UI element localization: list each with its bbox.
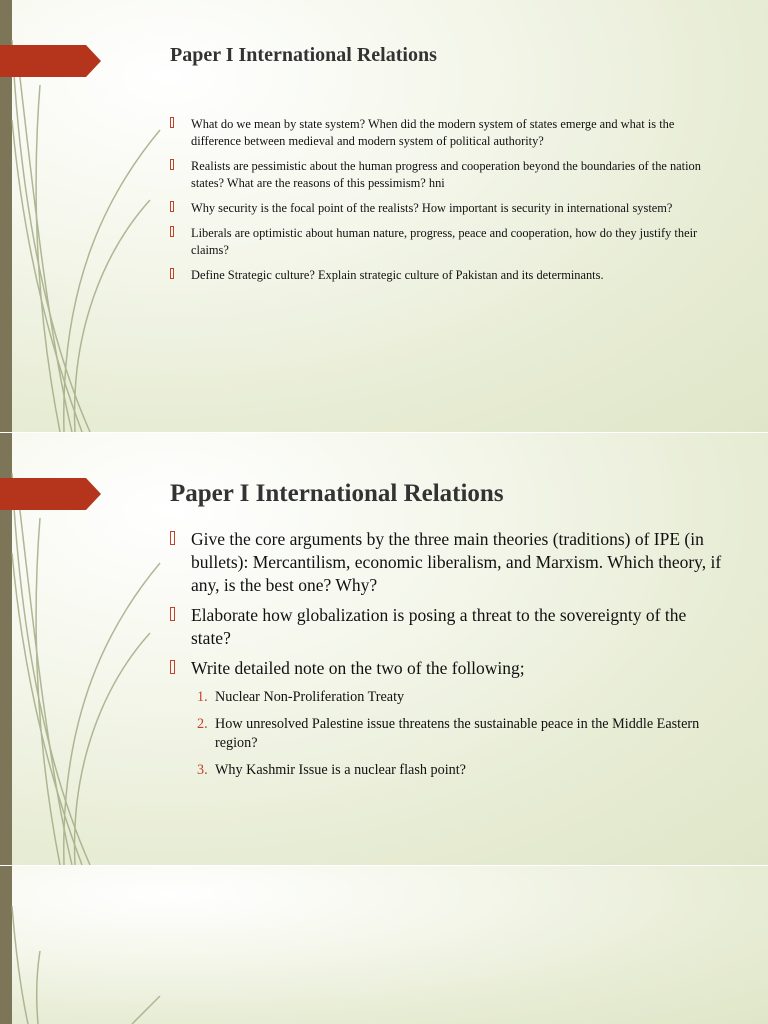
list-item <box>170 116 715 150</box>
bullet-text: Realists are pessimistic about the human progress and cooperation beyond the boundaries of the nation states? What are the reasons of this pessimism? hni <box>191 159 701 190</box>
bullet-icon <box>170 159 174 170</box>
list-item <box>170 657 730 780</box>
bullet-icon <box>170 607 175 621</box>
bullet-icon <box>170 268 174 279</box>
sub-item-text: Why Kashmir Issue is a nuclear flash point? <box>215 762 466 778</box>
bullet-text: Elaborate how globalization is posing a threat to the sovereignty of the state? <box>191 605 687 648</box>
bullet-text: Write detailed note on the two of the following; <box>191 658 525 678</box>
list-item <box>170 225 715 259</box>
bullet-icon <box>170 201 174 212</box>
sub-list-item <box>170 715 730 753</box>
sub-item-text: Nuclear Non-Proliferation Treaty <box>215 689 405 705</box>
bullet-list <box>170 528 730 788</box>
slide-title: Paper I International Relations <box>170 44 437 66</box>
sidebar-strip <box>0 866 12 1024</box>
bullet-text: Define Strategic culture? Explain strategic culture of Pakistan and its determinants. <box>191 268 604 282</box>
list-item <box>170 267 715 284</box>
bullet-icon <box>170 117 174 128</box>
list-item <box>170 528 730 597</box>
slide-2 <box>0 433 768 865</box>
item-number: 3. <box>197 762 208 778</box>
slide-title: Paper I International Relations <box>170 480 504 507</box>
bullet-text: Why security is the focal point of the realists? How important is security in international system? <box>191 201 673 215</box>
sub-list-item <box>170 688 730 707</box>
item-number: 1. <box>197 689 208 705</box>
bullet-icon <box>170 226 174 237</box>
list-item <box>170 158 715 192</box>
bullet-icon <box>170 660 175 674</box>
bullet-text: What do we mean by state system? When did the modern system of states emerge and what is the difference between medieval and modern system of political authority? <box>191 117 675 148</box>
title-accent-tab <box>0 45 101 77</box>
bullet-text: Liberals are optimistic about human nature, progress, peace and cooperation, how do they justify their claims? <box>191 226 698 257</box>
title-accent-tab <box>0 478 101 510</box>
list-item <box>170 604 730 650</box>
sub-list-item <box>170 761 730 780</box>
bullet-icon <box>170 531 175 545</box>
sub-item-text: How unresolved Palestine issue threatens the sustainable peace in the Middle Eastern region? <box>215 716 700 751</box>
list-item <box>170 200 715 217</box>
slide-1 <box>0 0 768 432</box>
slide-3 <box>0 866 768 1024</box>
bullet-list <box>170 116 715 292</box>
decorative-swoosh <box>0 866 200 1024</box>
item-number: 2. <box>197 716 208 732</box>
numbered-sublist <box>170 688 730 780</box>
bullet-text: Give the core arguments by the three main theories (traditions) of IPE (in bullets): Mercantilism, economic liberalism, and Marxism. Which theory, if any, is the best one? Why? <box>191 529 722 595</box>
